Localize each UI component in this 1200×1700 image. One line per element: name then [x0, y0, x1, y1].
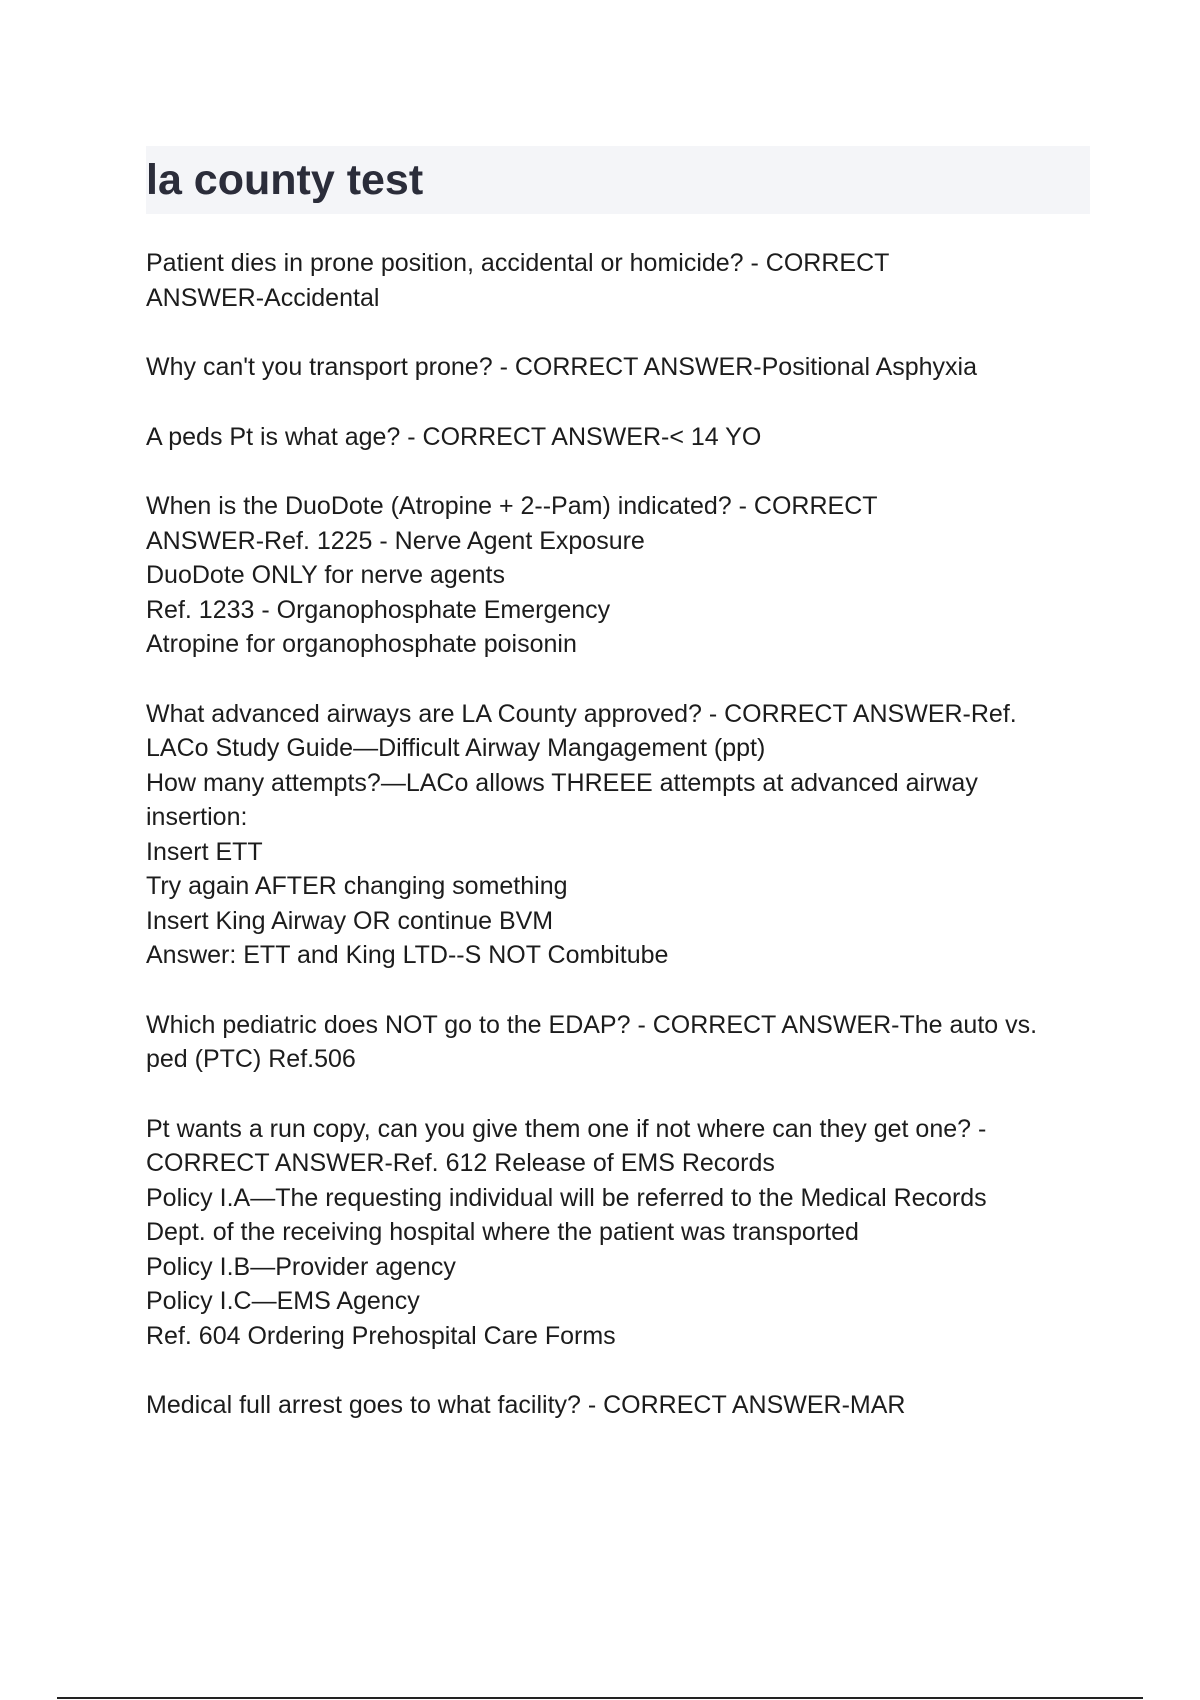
qa-text-line: ANSWER-Accidental	[146, 283, 380, 312]
qa-text-line: How many attempts?—LACo allows THREEE attempts at advanced airway	[146, 768, 978, 797]
qa-text-line: Insert ETT	[146, 837, 263, 866]
qa-text-line: Medical full arrest goes to what facility? - CORRECT ANSWER-MAR	[146, 1391, 906, 1419]
qa-text-line: Why can't you transport prone? - CORRECT ANSWER-Positional Asphyxia	[146, 353, 978, 381]
qa-text-line: Which pediatric does NOT go to the EDAP? - CORRECT ANSWER-The auto vs.	[146, 1010, 1038, 1039]
qa-text-line: LACo Study Guide—Difficult Airway Mangagement (ppt)	[146, 734, 766, 762]
qa-text-line: Pt wants a run copy, can you give them one if not where can they get one? -	[146, 1114, 987, 1143]
qa-item	[146, 246, 1090, 315]
qa-text-line: DuoDote ONLY for nerve agents	[146, 561, 505, 589]
document-page	[146, 146, 1090, 1458]
qa-text-line: ped (PTC) Ref.506	[146, 1045, 356, 1073]
qa-text-line: Patient dies in prone position, accidental or homicide? - CORRECT	[146, 249, 890, 277]
qa-item	[146, 420, 1090, 455]
qa-text-line: Answer: ETT and King LTD--S NOT Combitube	[146, 941, 669, 969]
qa-list	[146, 246, 1090, 1423]
qa-item	[146, 1388, 1090, 1423]
qa-item	[146, 489, 1090, 662]
qa-item	[146, 350, 1090, 385]
qa-text-line: Insert King Airway OR continue BVM	[146, 906, 554, 935]
qa-text-line: A peds Pt is what age? - CORRECT ANSWER-< 14 YO	[146, 422, 762, 451]
qa-text-line: CORRECT ANSWER-Ref. 612 Release of EMS Records	[146, 1149, 775, 1177]
qa-text-line: Ref. 1233 - Organophosphate Emergency	[146, 595, 611, 624]
qa-text-line: Try again AFTER changing something	[146, 872, 568, 900]
title-bar	[146, 146, 1090, 214]
qa-text-line: ANSWER-Ref. 1225 - Nerve Agent Exposure	[146, 526, 645, 555]
qa-text-line: Dept. of the receiving hospital where the patient was transported	[146, 1218, 859, 1246]
qa-text-line: Atropine for organophosphate poisonin	[146, 630, 577, 658]
qa-item	[146, 1008, 1090, 1077]
qa-text-line: What advanced airways are LA County approved? - CORRECT ANSWER-Ref.	[146, 699, 1017, 728]
qa-text-line: Policy I.C—EMS Agency	[146, 1287, 420, 1315]
qa-text-line: When is the DuoDote (Atropine + 2--Pam) indicated? - CORRECT	[146, 492, 878, 520]
qa-text-line: insertion:	[146, 803, 248, 831]
qa-item	[146, 1112, 1090, 1354]
page-title: la county test	[146, 155, 424, 204]
qa-text-line: Policy I.B—Provider agency	[146, 1252, 456, 1281]
qa-item	[146, 697, 1090, 973]
page-bottom-rule	[57, 1697, 1143, 1699]
qa-text-line: Ref. 604 Ordering Prehospital Care Forms	[146, 1321, 616, 1350]
qa-text-line: Policy I.A—The requesting individual will be referred to the Medical Records	[146, 1183, 987, 1212]
